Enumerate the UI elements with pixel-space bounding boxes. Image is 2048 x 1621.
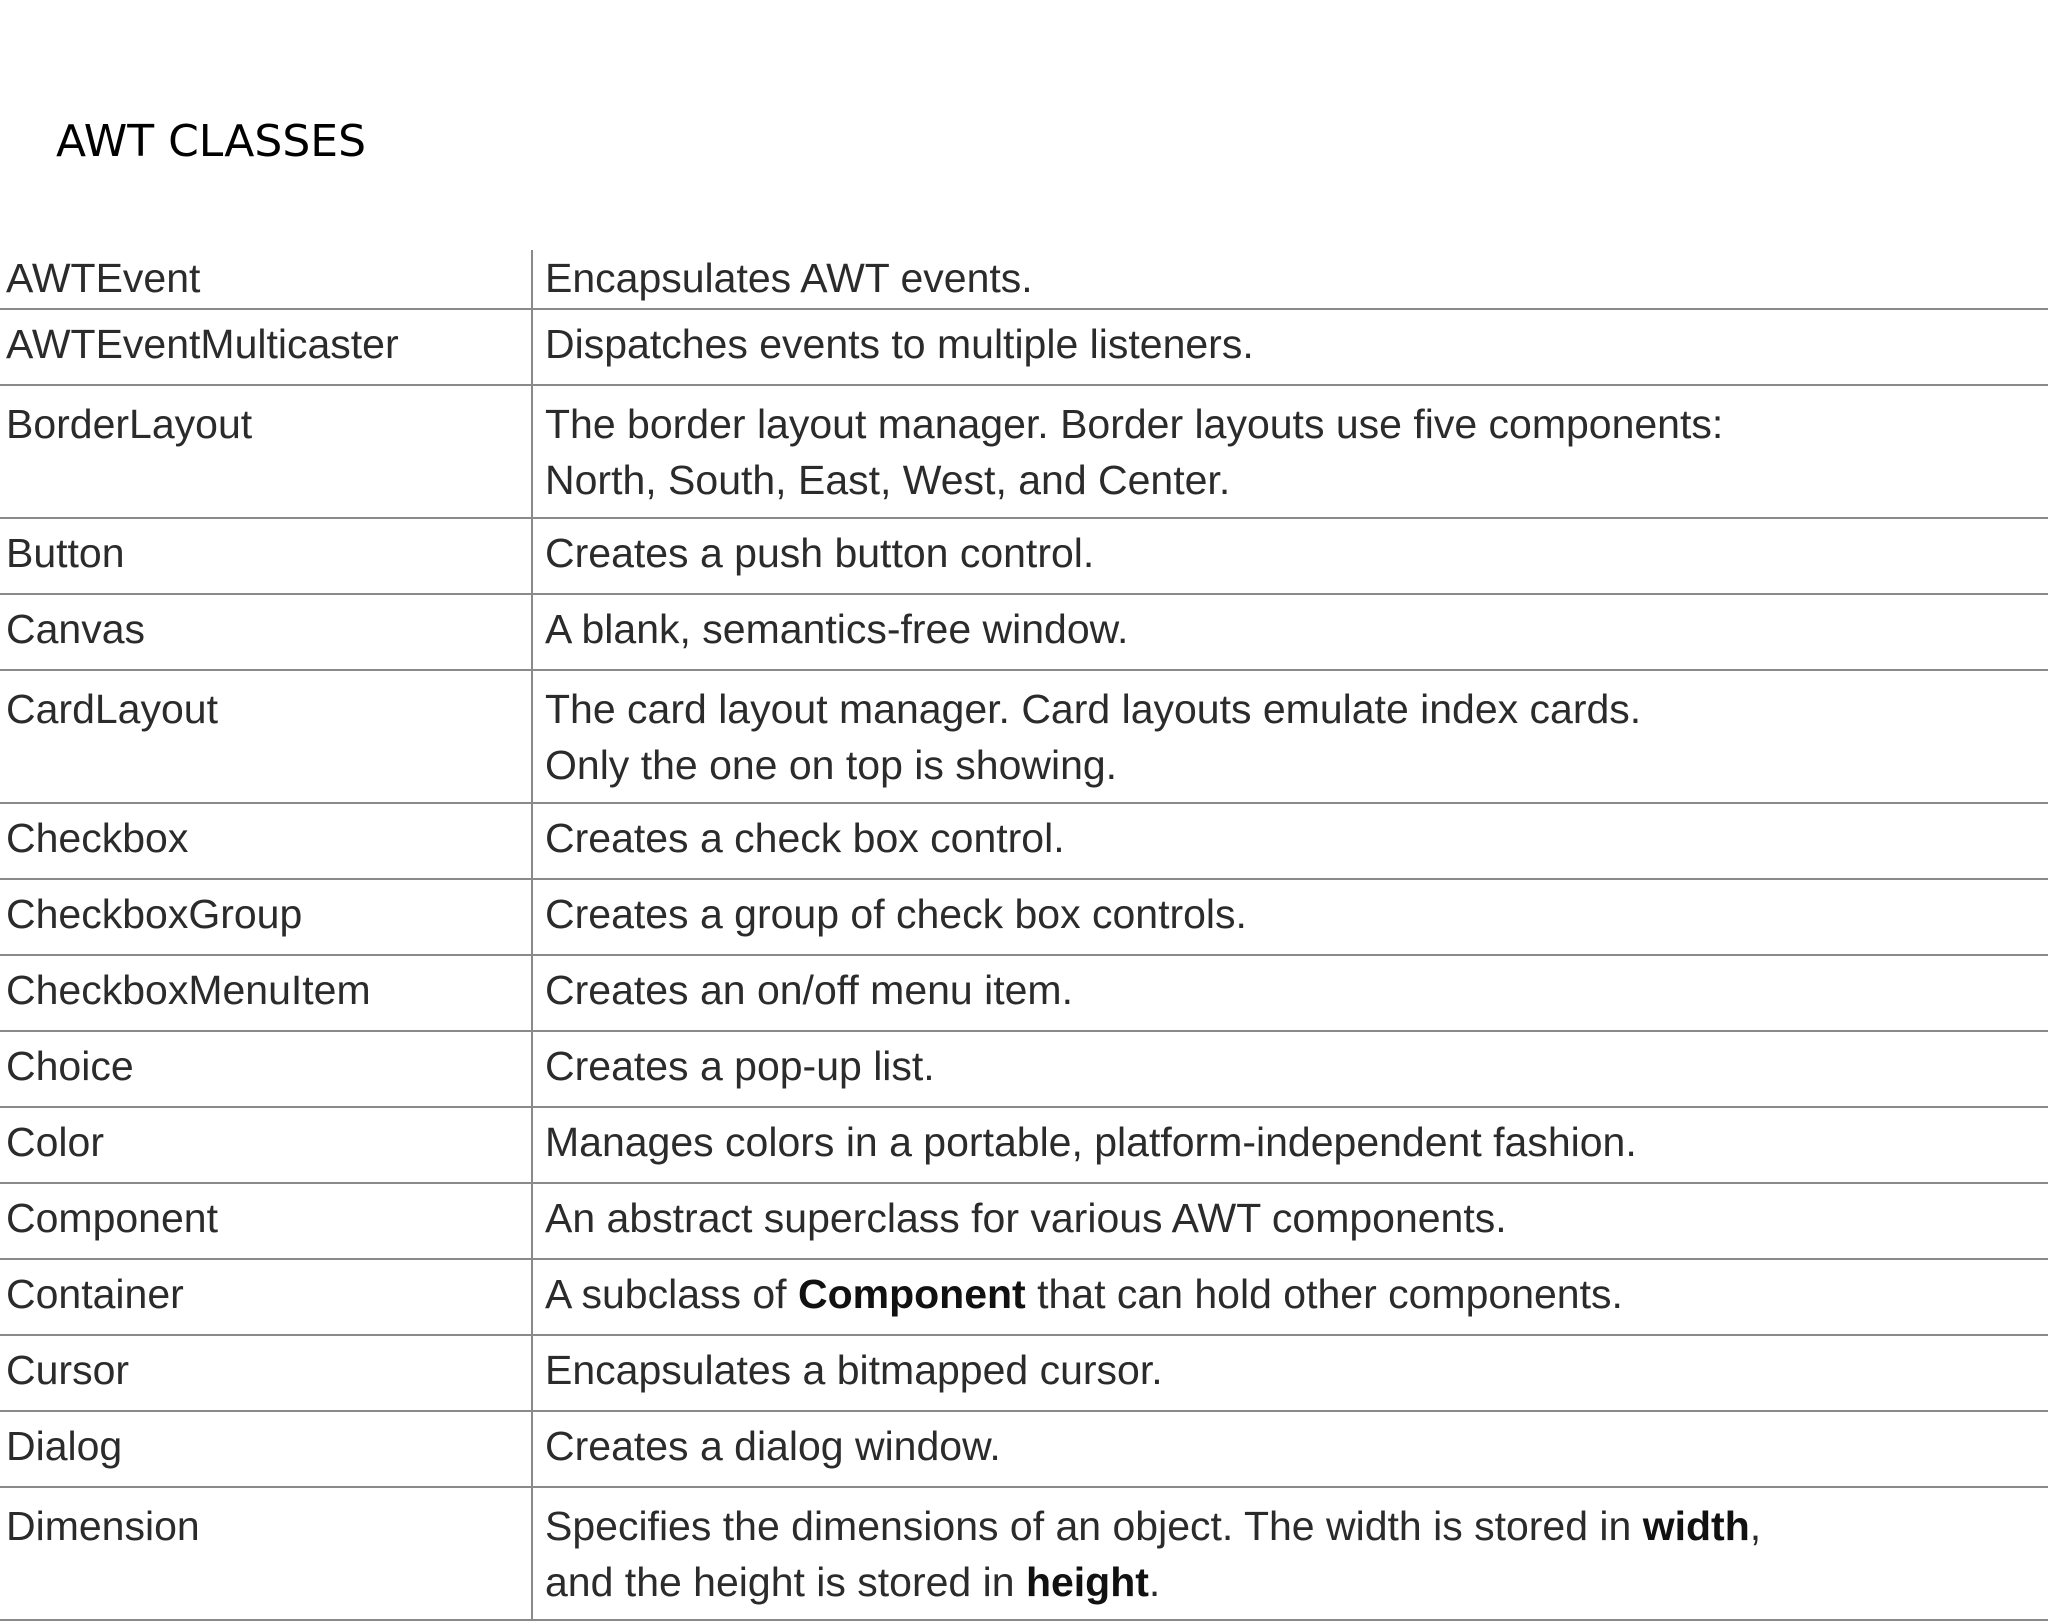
class-description-cell — [532, 385, 2048, 518]
class-name-cell: AWTEvent — [0, 250, 532, 309]
page-title: AWT CLASSES — [56, 116, 366, 167]
class-name-cell: Canvas — [0, 594, 532, 670]
table-row — [0, 309, 2048, 385]
class-name-cell: Checkbox — [0, 803, 532, 879]
table-row — [0, 518, 2048, 594]
class-name-cell: Color — [0, 1107, 532, 1183]
class-name-cell: Button — [0, 518, 532, 594]
description-line: The border layout manager. Border layouts use five components: — [545, 401, 1724, 447]
class-name-cell: AWTEventMulticaster — [0, 309, 532, 385]
table-row — [0, 1335, 2048, 1411]
description-line — [545, 1498, 2048, 1554]
class-name-cell: Dimension — [0, 1487, 532, 1620]
awt-classes-table — [0, 250, 2048, 1621]
class-name-cell: Choice — [0, 1031, 532, 1107]
awt-classes-table-wrapper — [0, 250, 2048, 1621]
table-row — [0, 1259, 2048, 1335]
class-name-cell: CardLayout — [0, 670, 532, 803]
class-description-cell: Encapsulates a bitmapped cursor. — [532, 1335, 2048, 1411]
description-line — [545, 1554, 2048, 1610]
table-row — [0, 594, 2048, 670]
description-text: and the height is stored in — [545, 1559, 1026, 1605]
class-description-cell: Encapsulates AWT events. — [532, 250, 2048, 309]
description-text: A subclass of — [545, 1271, 798, 1317]
class-name-cell: Container — [0, 1259, 532, 1335]
description-line: Only the one on top is showing. — [545, 742, 1118, 788]
class-name-cell: Cursor — [0, 1335, 532, 1411]
class-description-cell: Dispatches events to multiple listeners. — [532, 309, 2048, 385]
table-row — [0, 1031, 2048, 1107]
class-description-cell: Creates a push button control. — [532, 518, 2048, 594]
table-row — [0, 803, 2048, 879]
description-line: The card layout manager. Card layouts emulate index cards. — [545, 686, 1642, 732]
class-description-cell: A blank, semantics-free window. — [532, 594, 2048, 670]
class-description-cell: Creates a check box control. — [532, 803, 2048, 879]
class-description-cell: An abstract superclass for various AWT components. — [532, 1183, 2048, 1259]
class-description-cell: Creates a pop-up list. — [532, 1031, 2048, 1107]
class-name-cell: Dialog — [0, 1411, 532, 1487]
table-row — [0, 1411, 2048, 1487]
table-row — [0, 1183, 2048, 1259]
class-name-cell: Component — [0, 1183, 532, 1259]
description-text: that can hold other components. — [1025, 1271, 1623, 1317]
description-bold-text: Component — [797, 1271, 1026, 1317]
description-text: Specifies the dimensions of an object. The width is stored in — [545, 1503, 1643, 1549]
description-text: , — [1749, 1503, 1762, 1549]
class-description-cell: Manages colors in a portable, platform-independent fashion. — [532, 1107, 2048, 1183]
description-bold-text: height — [1025, 1559, 1149, 1605]
table-row — [0, 1487, 2048, 1620]
description-text: . — [1148, 1559, 1161, 1605]
table-row — [0, 670, 2048, 803]
class-name-cell: CheckboxMenuItem — [0, 955, 532, 1031]
class-name-cell: BorderLayout — [0, 385, 532, 518]
class-description-cell — [532, 1487, 2048, 1620]
table-row — [0, 955, 2048, 1031]
description-bold-text: width — [1642, 1503, 1750, 1549]
class-description-cell: Creates a dialog window. — [532, 1411, 2048, 1487]
table-row — [0, 1107, 2048, 1183]
description-line: North, South, East, West, and Center. — [545, 457, 1231, 503]
class-name-cell: CheckboxGroup — [0, 879, 532, 955]
class-description-cell — [532, 1259, 2048, 1335]
class-description-cell: Creates an on/off menu item. — [532, 955, 2048, 1031]
table-row — [0, 879, 2048, 955]
class-description-cell: Creates a group of check box controls. — [532, 879, 2048, 955]
table-row — [0, 250, 2048, 309]
class-description-cell — [532, 670, 2048, 803]
table-row — [0, 385, 2048, 518]
